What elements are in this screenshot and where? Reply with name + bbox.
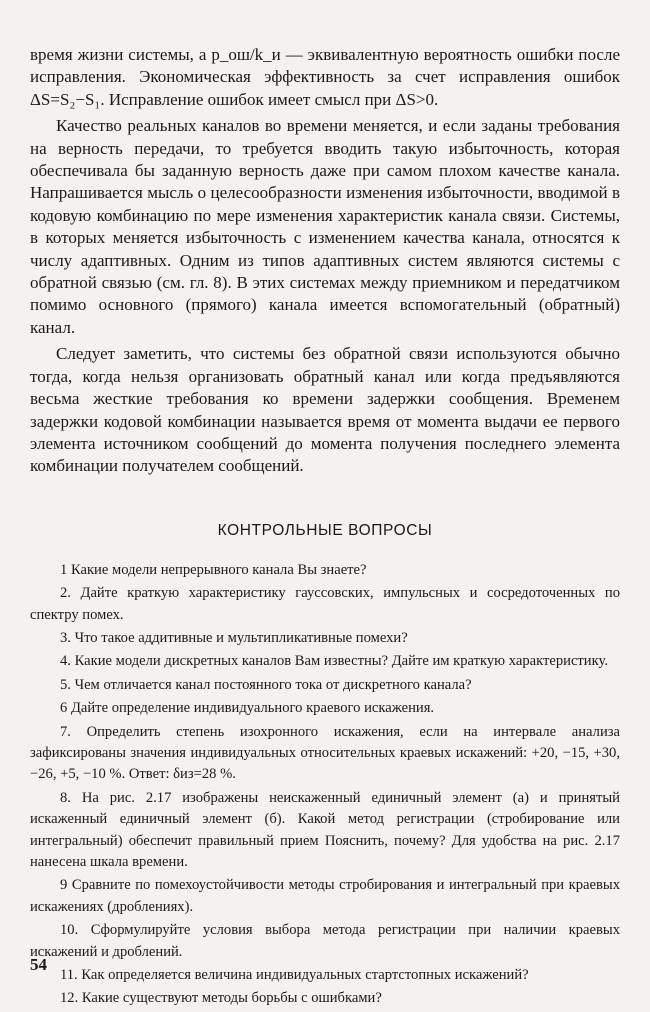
questions-list (30, 560, 620, 1010)
question-item: 3. Что такое аддитивные и мультипликативные помехи? (60, 629, 408, 646)
question-item: 10. Сформулируйте условия выбора метода регистрации при наличии краевых искажений и дроблений. (30, 922, 620, 960)
page-content (30, 44, 620, 1012)
page-number: 54 (30, 955, 47, 974)
question-item: 2. Дайте краткую характеристику гауссовских, импульсных и сосредоточенных по спектру помех. (30, 585, 620, 623)
question-item: 9 Сравните по помехоустойчивости методы стробирования и интегральный при краевых искажениях (дроблениях). (30, 877, 620, 915)
question-item: 5. Чем отличается канал постоянного тока от дискретного канала? (60, 676, 472, 693)
question-item: 11. Как определяется величина индивидуальных стартстопных искажений? (60, 967, 529, 984)
question-item: 4. Какие модели дискретных каналов Вам известны? Дайте им краткую характеристику. (60, 653, 608, 670)
question-item: 1 Какие модели непрерывного канала Вы знаете? (60, 561, 367, 578)
question-item: 12. Какие существуют методы борьбы с ошибками? (60, 990, 382, 1007)
question-item: 7. Определить степень изохронного искажения, если на интервале анализа зафиксированы значения индивидуальных относительных краевых искажений: +20, −15, +30, −26, +5, −10 %. Ответ: δиз=28 %. (30, 723, 620, 783)
paragraph-1: время жизни системы, а p_ош/k_и — эквивалентную вероятность ошибки после исправления. Экономическая эффективность за счет исправления ошибок ΔS=S₂−S₁. Исправление ошибок имеет смысл при ΔS>0. (30, 45, 620, 109)
question-item: 8. На рис. 2.17 изображены неискаженный единичный элемент (а) и принятый искаженный единичный элемент (б). Какой метод регистрации (стробирование или интегральный) обеспечит правильный прием Пояснить, почему? Для удобства на рис. 2.17 нанесена шкала времени. (30, 789, 620, 870)
section-heading: КОНТРОЛЬНЫЕ ВОПРОСЫ (217, 521, 433, 539)
question-item: 6 Дайте определение индивидуального краевого искажения. (60, 700, 435, 717)
paragraph-3: Следует заметить, что системы без обратной связи используются обычно тогда, когда нельзя организовать обратный канал или когда предъявляются весьма жесткие требования ко времени задержки сообщения. Временем задержки кодовой комбинации называется время от момента выдачи ее первого элемента источником сообщений до момента получения последнего элемента комбинации получателем сообщений. (30, 344, 620, 476)
paragraph-2: Качество реальных каналов во времени меняется, и если заданы требования на верность передачи, то требуется вводить такую избыточность, которая обеспечивала бы заданную верность даже при самом плохом качестве канала. Напрашивается мысль о целесообразности изменения избыточности, вводимой в кодовую комбинацию по мере изменения характеристик канала связи. Системы, в которых меняется избыточность с изменением качества канала, относятся к числу адаптивных. Одним из типов адаптивных систем являются системы с обратной связью (см. гл. 8). В этих системах между приемником и передатчиком помимо основного (прямого) канала имеется вспомогательный (обратный) канал. (30, 116, 620, 337)
